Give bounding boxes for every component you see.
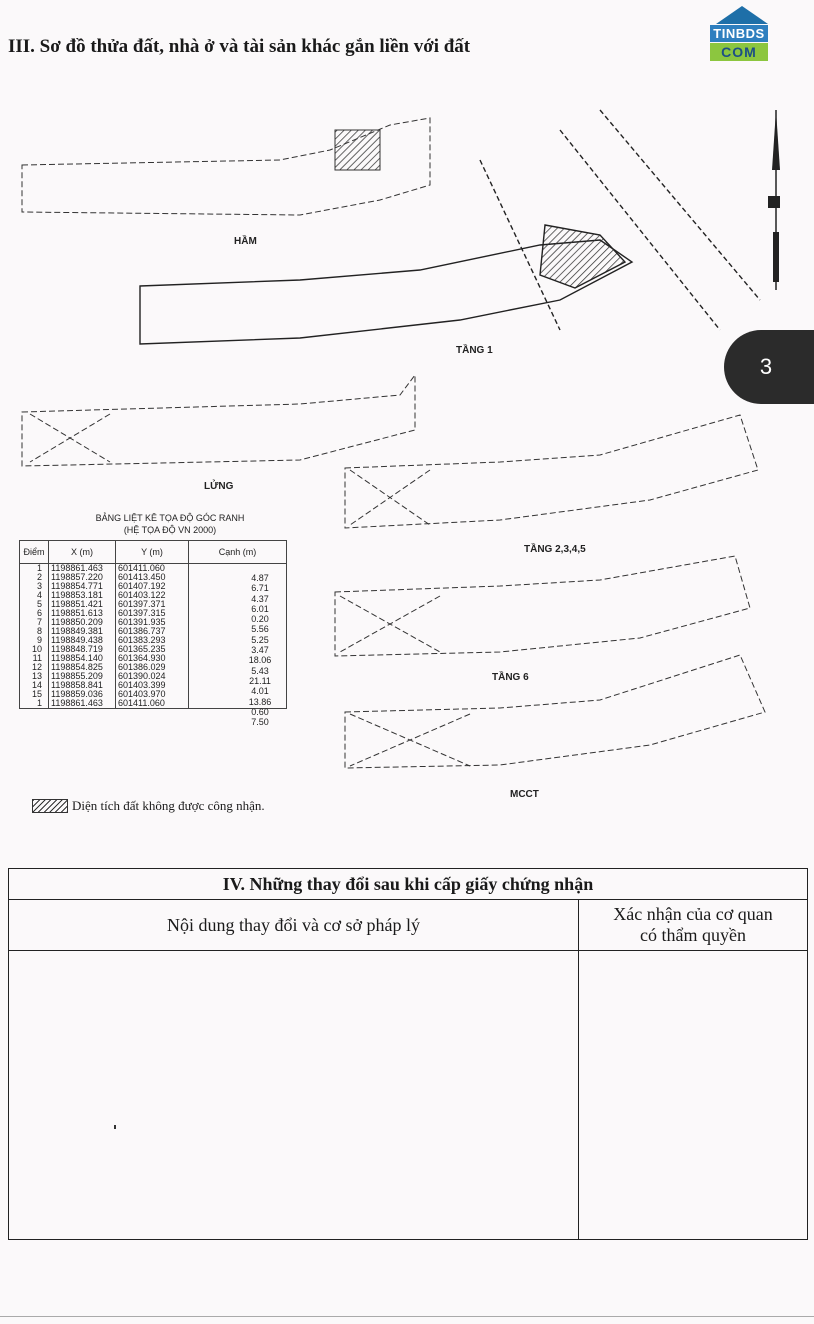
x-cell: 1198851.421 bbox=[49, 600, 116, 609]
plan-ham bbox=[22, 118, 430, 215]
edge-length: 7.50 bbox=[251, 717, 269, 728]
edge-length: 3.47 bbox=[251, 645, 269, 656]
x-cell: 1198861.463 bbox=[49, 699, 116, 709]
point-cell: 1 bbox=[20, 699, 49, 709]
changes-header-row bbox=[9, 900, 807, 951]
edge-length: 4.37 bbox=[251, 593, 269, 604]
y-cell: 601397.371 bbox=[116, 600, 189, 609]
x-cell: 1198854.771 bbox=[49, 582, 116, 591]
y-cell: 601386.029 bbox=[116, 663, 189, 672]
point-cell: 5 bbox=[20, 600, 49, 609]
edge-length: 0.20 bbox=[251, 614, 269, 625]
edge-length-column bbox=[236, 573, 284, 727]
tinbds-logo bbox=[706, 6, 770, 64]
logo-line1: TINBDS bbox=[710, 25, 768, 42]
edge-length: 6.01 bbox=[251, 603, 269, 614]
y-cell: 601364.930 bbox=[116, 654, 189, 663]
y-cell: 601413.450 bbox=[116, 573, 189, 582]
ink-mark bbox=[114, 1125, 116, 1129]
point-cell: 6 bbox=[20, 609, 49, 618]
edge-length: 5.56 bbox=[251, 624, 269, 635]
point-cell: 15 bbox=[20, 690, 49, 699]
x-cell: 1198857.220 bbox=[49, 573, 116, 582]
label-ham: HẦM bbox=[234, 236, 257, 247]
page-number: 3 bbox=[759, 354, 773, 379]
y-cell: 601411.060 bbox=[116, 699, 189, 709]
plan-tang6 bbox=[335, 556, 750, 656]
plan-lung bbox=[22, 375, 415, 466]
label-tang1: TẦNG 1 bbox=[456, 345, 493, 356]
plan-mcct bbox=[345, 655, 765, 768]
x-cell: 1198859.036 bbox=[49, 690, 116, 699]
edge-length: 6.71 bbox=[251, 583, 269, 594]
point-cell: 7 bbox=[20, 618, 49, 627]
coord-table-title-line1: BẢNG LIỆT KÊ TỌA ĐỘ GÓC RANH bbox=[95, 513, 245, 523]
edge-length: 13.86 bbox=[248, 696, 272, 707]
y-cell: 601386.737 bbox=[116, 627, 189, 636]
edge-length: 0.60 bbox=[251, 706, 269, 717]
point-cell: 12 bbox=[20, 663, 49, 672]
point-cell: 1 bbox=[20, 564, 49, 574]
edge-length: 18.06 bbox=[248, 655, 272, 666]
y-cell: 601403.399 bbox=[116, 681, 189, 690]
x-cell: 1198854.825 bbox=[49, 663, 116, 672]
point-cell: 10 bbox=[20, 645, 49, 654]
changes-table bbox=[8, 868, 808, 1240]
point-cell: 9 bbox=[20, 636, 49, 645]
point-cell: 14 bbox=[20, 681, 49, 690]
legend-text: Diện tích đất không được công nhận. bbox=[72, 798, 265, 813]
section-title: III. Sơ đồ thửa đất, nhà ở và tài sản khác gắn liền với đất bbox=[8, 36, 471, 57]
changes-col-confirmation-line2: có thẩm quyền bbox=[640, 925, 746, 945]
y-cell: 601397.315 bbox=[116, 609, 189, 618]
house-roof-icon bbox=[716, 6, 768, 24]
edge-length: 5.25 bbox=[251, 634, 269, 645]
x-cell: 1198848.719 bbox=[49, 645, 116, 654]
x-cell: 1198849.381 bbox=[49, 627, 116, 636]
column-divider bbox=[578, 950, 579, 1239]
label-lung: LỬNG bbox=[204, 481, 234, 492]
x-cell: 1198861.463 bbox=[49, 564, 116, 574]
edge-length: 4.01 bbox=[251, 686, 269, 697]
changes-title: IV. Những thay đổi sau khi cấp giấy chứng nhận bbox=[9, 869, 807, 900]
point-cell: 11 bbox=[20, 654, 49, 663]
plan-tang2345 bbox=[345, 415, 758, 528]
x-cell: 1198854.140 bbox=[49, 654, 116, 663]
edge-length: 21.11 bbox=[249, 675, 271, 686]
x-cell: 1198858.841 bbox=[49, 681, 116, 690]
point-cell: 13 bbox=[20, 672, 49, 681]
point-cell: 3 bbox=[20, 582, 49, 591]
label-tang2345: TẦNG 2,3,4,5 bbox=[524, 544, 586, 555]
coord-table-title bbox=[70, 512, 270, 536]
edge-length: 4.87 bbox=[251, 573, 269, 583]
y-cell: 601391.935 bbox=[116, 618, 189, 627]
y-cell: 601407.192 bbox=[116, 582, 189, 591]
y-cell: 601383.293 bbox=[116, 636, 189, 645]
changes-col-confirmation bbox=[579, 900, 807, 954]
col-diem: Điểm bbox=[20, 541, 49, 564]
y-cell: 601411.060 bbox=[116, 564, 189, 574]
north-arrow-icon bbox=[768, 110, 780, 290]
col-canh: Cạnh (m) bbox=[189, 541, 287, 564]
x-cell: 1198855.209 bbox=[49, 672, 116, 681]
label-tang6: TẦNG 6 bbox=[492, 672, 529, 683]
x-cell: 1198851.613 bbox=[49, 609, 116, 618]
col-y: Y (m) bbox=[116, 541, 189, 564]
y-cell: 601365.235 bbox=[116, 645, 189, 654]
edge-cell bbox=[189, 564, 287, 574]
label-mcct: MCCT bbox=[510, 789, 539, 800]
point-cell: 4 bbox=[20, 591, 49, 600]
page-bottom-edge bbox=[0, 1316, 814, 1317]
logo-line2: COM bbox=[710, 43, 768, 61]
plan-tang1 bbox=[140, 110, 760, 344]
point-cell: 8 bbox=[20, 627, 49, 636]
y-cell: 601403.970 bbox=[116, 690, 189, 699]
point-cell: 2 bbox=[20, 573, 49, 582]
edge-length: 5.43 bbox=[251, 665, 269, 676]
x-cell: 1198849.438 bbox=[49, 636, 116, 645]
x-cell: 1198850.209 bbox=[49, 618, 116, 627]
coord-table-title-line2: (HỆ TỌA ĐỘ VN 2000) bbox=[123, 525, 217, 535]
changes-col-content: Nội dung thay đổi và cơ sở pháp lý bbox=[9, 900, 579, 950]
legend bbox=[32, 798, 265, 814]
changes-col-confirmation-line1: Xác nhận của cơ quan bbox=[613, 904, 773, 924]
hatch-swatch-icon bbox=[32, 799, 68, 813]
y-cell: 601390.024 bbox=[116, 672, 189, 681]
col-x: X (m) bbox=[49, 541, 116, 564]
y-cell: 601403.122 bbox=[116, 591, 189, 600]
x-cell: 1198853.181 bbox=[49, 591, 116, 600]
